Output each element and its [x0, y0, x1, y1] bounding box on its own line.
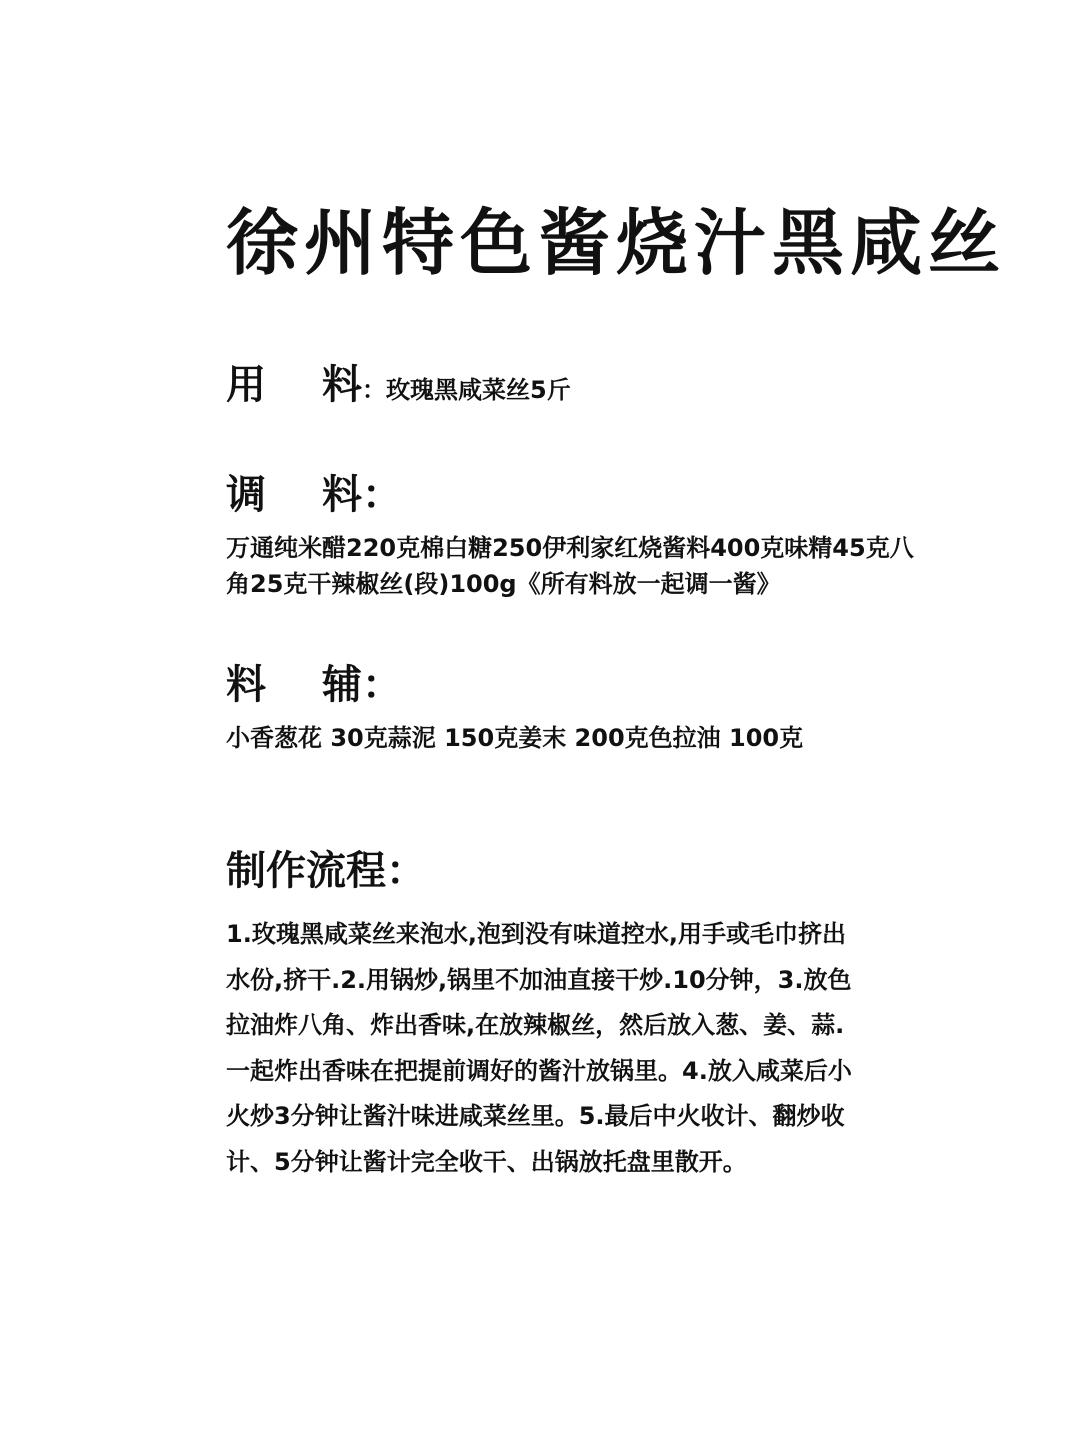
seasoning-heading-char2: 料	[322, 472, 362, 518]
auxiliary-heading-char2: 辅	[322, 662, 362, 708]
recipe-title: 徐州特色酱烧汁黑咸丝	[226, 200, 1007, 285]
process-heading: 制作流程：	[226, 848, 426, 894]
process-line: 火炒3分钟让酱汁味进咸菜丝里。5.最后中火收计、翻炒收	[226, 1102, 845, 1130]
main-ingredient-heading-char2: 料	[322, 362, 362, 408]
main-ingredient-value: 玫瑰黑咸菜丝5斤	[386, 376, 571, 404]
process-line: 一起炸出香味在把提前调好的酱汁放锅里。4.放入咸菜后小	[226, 1056, 852, 1085]
seasoning-heading	[226, 470, 402, 520]
seasoning-line: 角25克干辣椒丝(段)100g《所有料放一起调一酱》	[226, 570, 781, 598]
process-line: 水份,挤干.2.用锅炒,锅里不加油直接干炒.10分钟，3.放色	[226, 965, 852, 994]
process-line: 拉油炸八角、炸出香味,在放辣椒丝，然后放入葱、姜、蒜.	[226, 1011, 845, 1039]
auxiliary-text: 小香葱花 30克蒜泥 150克姜末 200克色拉油 100克	[226, 724, 804, 752]
auxiliary-heading-colon: ：	[362, 662, 402, 708]
process-text	[226, 912, 938, 1185]
main-ingredient-colon: ：	[362, 376, 386, 404]
auxiliary-heading	[226, 660, 402, 710]
main-ingredient-heading-char1: 用	[226, 362, 266, 408]
main-ingredient-section	[226, 360, 571, 415]
seasoning-text	[226, 530, 938, 602]
seasoning-line: 万通纯米醋220克棉白糖250伊利家红烧酱料400克味精45克八	[226, 534, 914, 562]
seasoning-heading-char1: 调	[226, 472, 266, 518]
process-line: 1.玫瑰黑咸菜丝来泡水,泡到没有味道控水,用手或毛巾挤出	[226, 920, 847, 948]
seasoning-heading-colon: ：	[362, 472, 402, 518]
auxiliary-heading-char1: 料	[226, 662, 266, 708]
process-line: 计、5分钟让酱计完全收干、出锅放托盘里散开。	[226, 1147, 747, 1176]
